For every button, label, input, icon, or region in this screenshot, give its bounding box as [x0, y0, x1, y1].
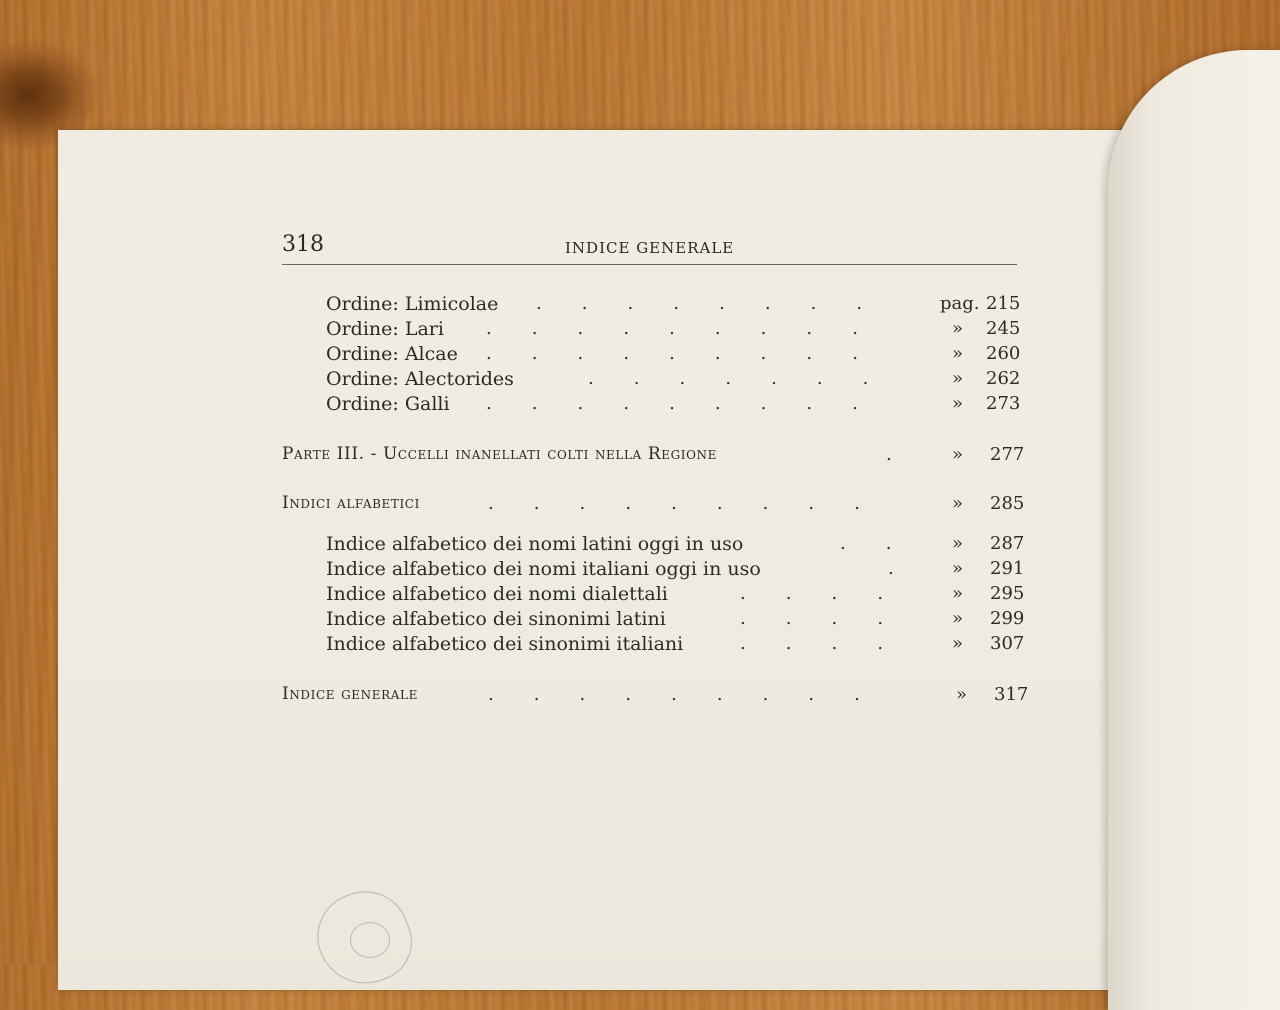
toc-entry-label: Indice alfabetico dei nomi latini oggi in uso [326, 533, 744, 555]
toc-entry-label: Ordine: Lari [326, 318, 444, 340]
toc-entry-page: 285 [990, 493, 1025, 514]
toc-entry [0, 343, 1280, 367]
pencil-mark-inner [350, 922, 390, 958]
toc-entry [0, 608, 1280, 632]
leader-dots: . . [840, 533, 892, 554]
toc-entry-label: Ordine: Alcae [326, 343, 458, 365]
toc-entry-ref: » [952, 608, 964, 629]
leader-dots: . . . . . . . . . [488, 684, 860, 705]
toc-entry-label: Ordine: Galli [326, 393, 450, 415]
toc-entry-ref: » [952, 318, 964, 339]
toc-entry [0, 558, 1280, 582]
toc-entry-page: 262 [986, 368, 1021, 389]
toc-entry-label: Ordine: Alectorides [326, 368, 514, 390]
toc-entry [0, 393, 1280, 417]
toc-entry-page: 273 [986, 393, 1021, 414]
toc-entry-page: 260 [986, 343, 1021, 364]
toc-entry [0, 633, 1280, 657]
toc-section-label: Indici alfabetici [282, 493, 420, 513]
toc-entry-ref: » [952, 493, 964, 514]
toc-section-label: Parte III. - Uccelli inanellati colti nella Regione [282, 444, 717, 464]
leader-dots: . . . . . . . . . [486, 318, 858, 339]
toc-entry-page: 245 [986, 318, 1021, 339]
leader-dots: . [888, 558, 894, 579]
toc-section-label: Indice generale [282, 684, 418, 704]
toc-entry-ref: » [952, 583, 964, 604]
toc-entry-page: 291 [990, 558, 1025, 579]
leader-dots: . . . . . . . . [536, 293, 863, 314]
toc-entry-ref: » [952, 368, 964, 389]
page-number: 318 [282, 232, 324, 257]
toc-entry-page: 277 [990, 444, 1025, 465]
toc-entry [0, 533, 1280, 557]
toc-entry-page: 317 [994, 684, 1029, 705]
toc-entry-label: Indice alfabetico dei sinonimi latini [326, 608, 666, 630]
toc-entry-ref: pag. [940, 293, 980, 314]
leader-dots: . . . . . . . [588, 368, 869, 389]
toc-entry-ref: » [952, 444, 964, 465]
toc-entry-page: 307 [990, 633, 1025, 654]
toc-entry-label: Indice alfabetico dei sinonimi italiani [326, 633, 684, 655]
leader-dots: . . . . [740, 633, 884, 654]
leader-dots: . . . . . . . . . [488, 493, 860, 514]
toc-entry [0, 293, 1280, 317]
toc-entry-ref: » [952, 633, 964, 654]
toc-entry-page: 295 [990, 583, 1025, 604]
toc-entry-ref: » [952, 533, 964, 554]
toc-entry-page: 287 [990, 533, 1025, 554]
toc-entry-ref: » [956, 684, 968, 705]
toc-section [0, 444, 1280, 468]
toc-section [0, 684, 1280, 708]
toc-entry-ref: » [952, 343, 964, 364]
toc-entry-label: Ordine: Limicolae [326, 293, 499, 315]
toc-entry-label: Indice alfabetico dei nomi dialettali [326, 583, 668, 605]
toc-section [0, 493, 1280, 517]
leader-dots: . . . . [740, 583, 884, 604]
toc-entry-label: Indice alfabetico dei nomi italiani oggi in uso [326, 558, 761, 580]
toc-entry [0, 583, 1280, 607]
toc-entry-ref: » [952, 558, 964, 579]
toc-entry-page: 299 [990, 608, 1025, 629]
toc-entry-page: 215 [986, 293, 1021, 314]
toc-entry-ref: » [952, 393, 964, 414]
leader-dots: . . . . [740, 608, 884, 629]
running-title: INDICE GENERALE [565, 239, 735, 257]
leader-dots: . . . . . . . . . [486, 393, 858, 414]
leader-dots: . [886, 444, 892, 465]
toc-entry [0, 318, 1280, 342]
toc-entry [0, 368, 1280, 392]
leader-dots: . . . . . . . . . [486, 343, 858, 364]
facing-page-edge [1108, 50, 1280, 1010]
header-rule [282, 264, 1017, 265]
